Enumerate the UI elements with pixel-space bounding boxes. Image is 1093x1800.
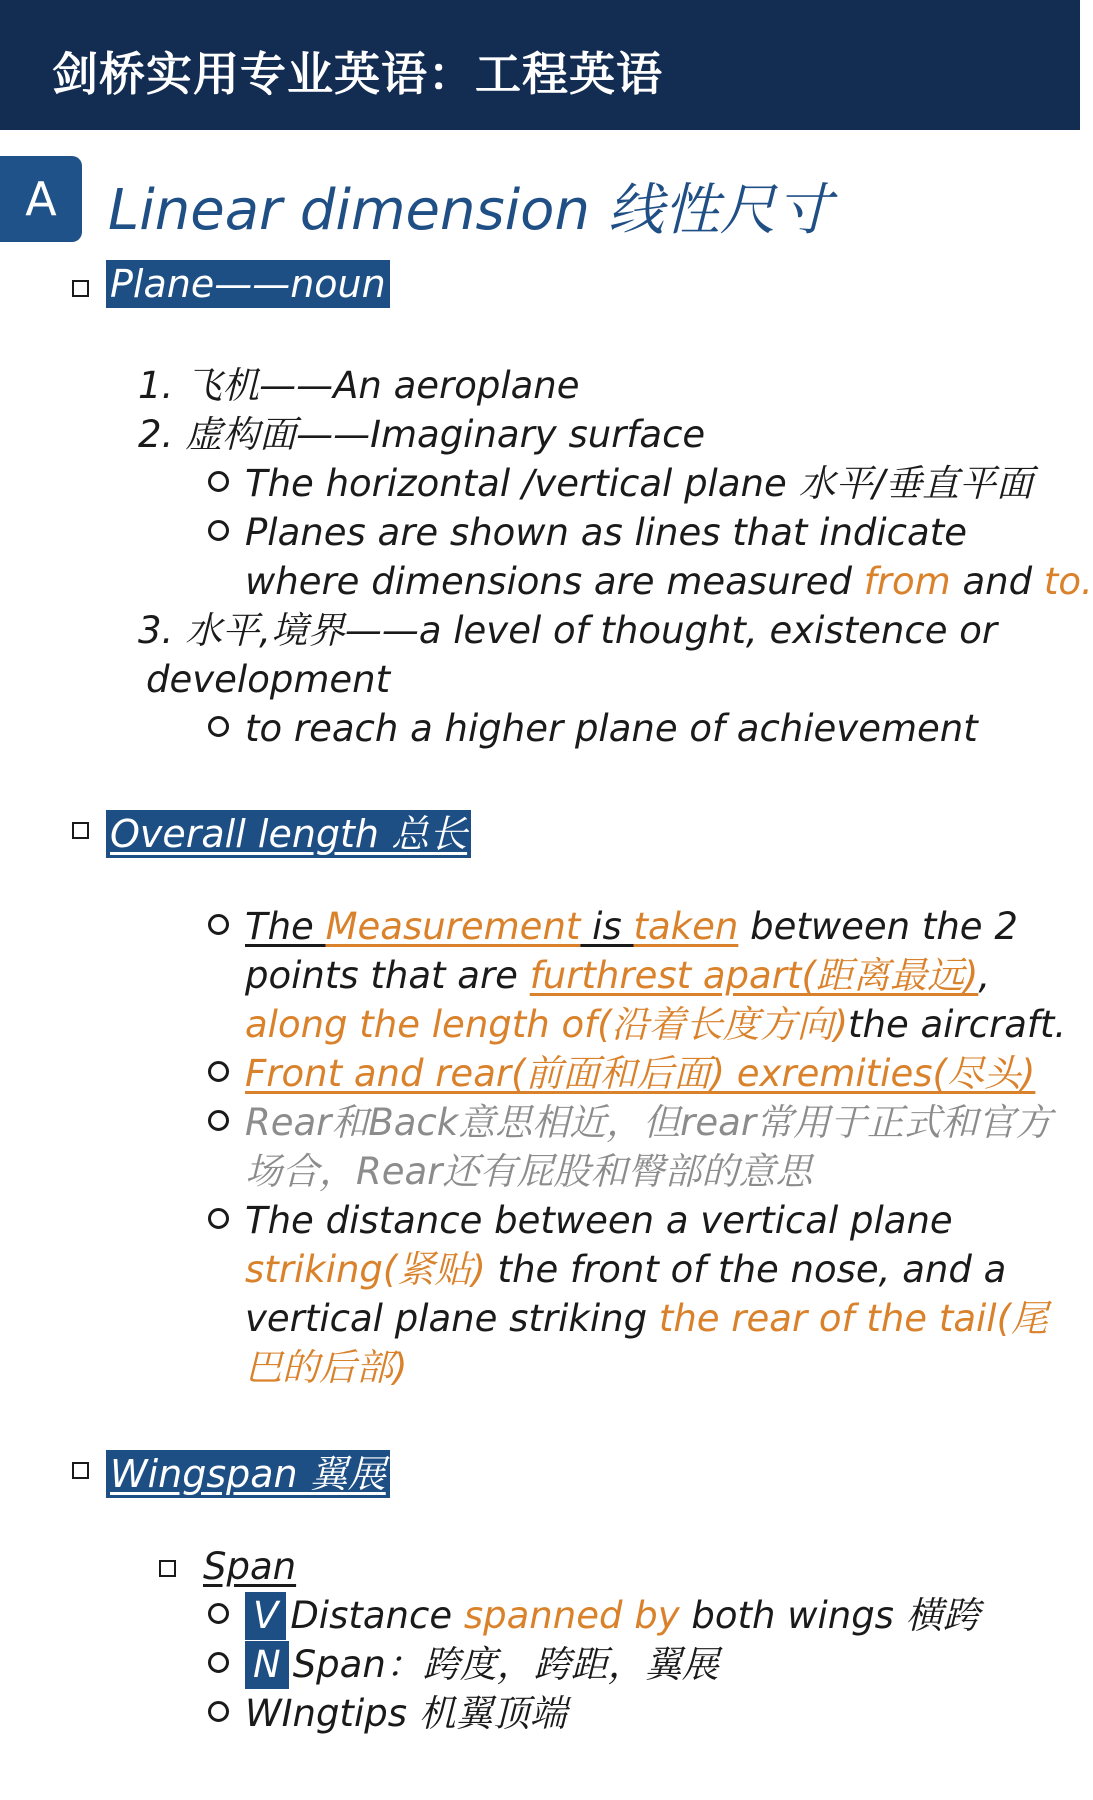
plane-heading: Plane——noun [106, 262, 390, 306]
plane-item-3: 3. 水平,境界——a level of thought, existence or [138, 609, 998, 652]
overall-bullet-4-cont2: vertical plane striking the rear of the tail(尾 [245, 1297, 1048, 1340]
bullet-square-icon [72, 280, 89, 297]
bullet-square-icon [72, 822, 89, 839]
circle-bullet-icon [208, 1603, 229, 1624]
noun-badge: N [245, 1641, 289, 1689]
circle-bullet-icon [208, 1208, 229, 1229]
overall-bullet-4-cont: striking(紧贴) the front of the nose, and a [245, 1248, 1007, 1291]
circle-bullet-icon [208, 1652, 229, 1673]
overall-heading: Overall length 总长 [106, 803, 471, 858]
bullet-square-icon [159, 1560, 176, 1577]
plane-sub-2-cont: where dimensions are measured from and to. [245, 560, 1093, 603]
circle-bullet-icon [208, 716, 229, 737]
overall-bullet-3-cont: 场合，Rear还有屁股和臀部的意思 [245, 1150, 813, 1193]
wingspan-bullet-2: N Span：跨度，跨距，翼展 [208, 1641, 719, 1689]
circle-bullet-icon [208, 1701, 229, 1722]
overall-bullet-4: The distance between a vertical plane [208, 1197, 953, 1245]
wingspan-heading: Wingspan 翼展 [106, 1443, 390, 1498]
verb-badge: V [245, 1592, 286, 1640]
section-letter-tab: A [0, 156, 82, 242]
plane-sub-2: Planes are shown as lines that indicate [208, 509, 967, 557]
overall-bullet-4-cont3: 巴的后部) [245, 1346, 408, 1389]
wingspan-bullet-3: WIngtips 机翼顶端 [208, 1690, 567, 1738]
page-title: 剑桥实用专业英语：工程英语 [52, 47, 663, 101]
overall-bullet-1-cont: points that are furthrest apart(距离最远), [245, 954, 991, 997]
circle-bullet-icon [208, 1061, 229, 1082]
circle-bullet-icon [208, 1110, 229, 1131]
plane-item-1: 1. 飞机——An aeroplane [138, 364, 580, 407]
overall-bullet-1-cont2: along the length of(沿着长度方向)the aircraft. [245, 1003, 1067, 1046]
overall-bullet-3: Rear和Back意思相近，但rear常用于正式和官方 [208, 1099, 1052, 1147]
plane-item-3-cont: development [146, 658, 391, 701]
wingspan-bullet-1: V Distance spanned by both wings 横跨 [208, 1592, 980, 1640]
overall-bullet-2: Front and rear(前面和后面) exremities(尽头) [208, 1050, 1035, 1098]
header-bar [0, 0, 1080, 130]
plane-sub-3: to reach a higher plane of achievement [208, 705, 978, 753]
plane-item-2: 2. 虚构面——Imaginary surface [138, 413, 706, 456]
circle-bullet-icon [208, 914, 229, 935]
circle-bullet-icon [208, 471, 229, 492]
span-label: Span [203, 1545, 297, 1588]
plane-sub-1: The horizontal /vertical plane 水平/垂直平面 [208, 460, 1033, 508]
circle-bullet-icon [208, 520, 229, 541]
overall-bullet-1: The Measurement is taken between the 2 [208, 903, 1018, 951]
bullet-square-icon [72, 1462, 89, 1479]
section-heading: Linear dimension 线性尺寸 [108, 178, 832, 243]
